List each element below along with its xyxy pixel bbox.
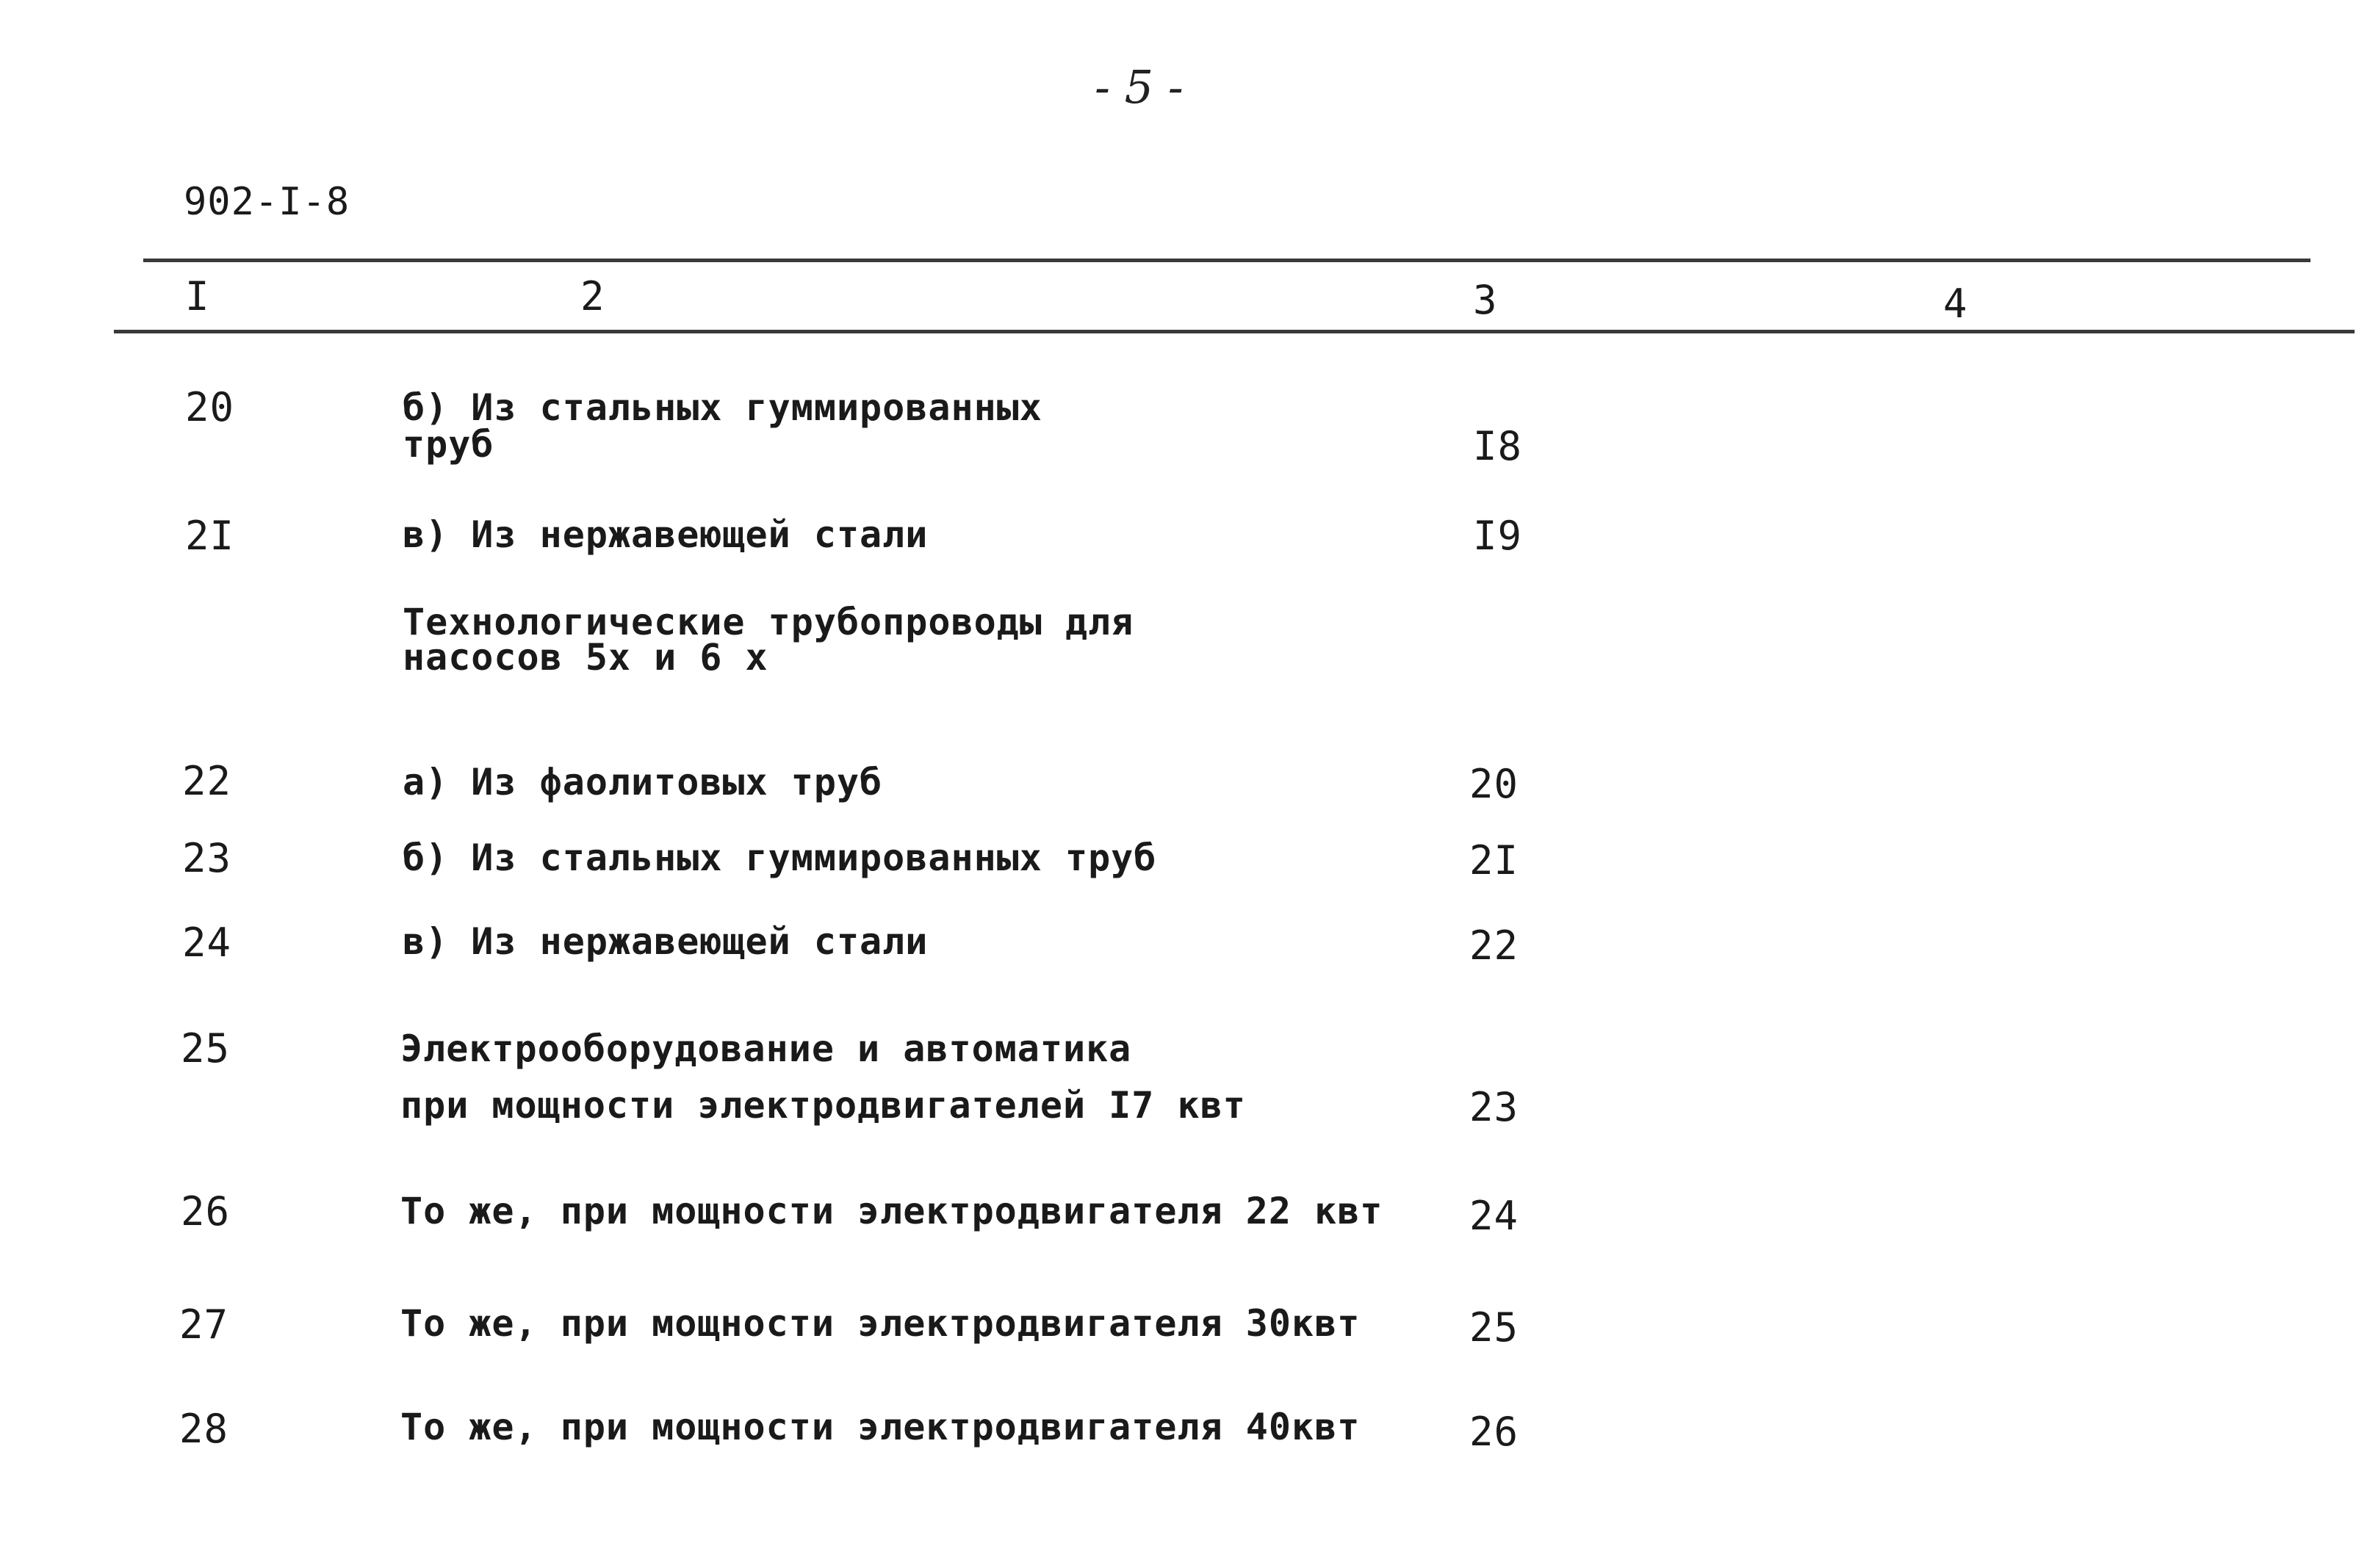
row-page: 23 bbox=[1469, 1084, 1519, 1130]
column-header-3: 3 bbox=[1473, 277, 1497, 323]
row-page: 22 bbox=[1469, 922, 1519, 969]
row-text: Электрооборудование и автоматика bbox=[400, 1027, 1132, 1070]
row-text: а) Из фаолитовых труб bbox=[403, 761, 883, 803]
row-text: в) Из нержавеющей стали bbox=[403, 513, 929, 556]
row-text: То же, при мощности электродвигателя 30квт bbox=[400, 1302, 1361, 1345]
row-number: 26 bbox=[181, 1188, 231, 1235]
row-number: 28 bbox=[179, 1406, 229, 1452]
row-text: б) Из стальных гуммированных bbox=[403, 386, 1042, 429]
page-number: - 5 - bbox=[1095, 60, 1184, 114]
row-text: в) Из нержавеющей стали bbox=[403, 920, 929, 963]
row-number: 24 bbox=[182, 920, 232, 966]
section-heading: Технологические трубопроводы для bbox=[403, 601, 1134, 643]
row-number: 25 bbox=[181, 1025, 231, 1072]
column-header-2: 2 bbox=[580, 273, 605, 319]
row-number: 23 bbox=[182, 835, 232, 881]
row-text: труб bbox=[403, 423, 494, 466]
row-text: при мощности электродвигателей I7 квт bbox=[400, 1084, 1246, 1127]
column-header-4: 4 bbox=[1943, 281, 1967, 327]
row-number: 27 bbox=[179, 1301, 229, 1348]
row-number: 2I bbox=[185, 513, 235, 559]
column-header-1: I bbox=[185, 273, 209, 319]
document-code: 902-I-8 bbox=[184, 180, 350, 224]
row-page: 20 bbox=[1469, 761, 1519, 807]
row-number: 22 bbox=[182, 758, 232, 804]
row-number: 20 bbox=[185, 384, 235, 430]
row-page: 25 bbox=[1469, 1304, 1519, 1351]
row-page: I9 bbox=[1473, 513, 1523, 559]
row-text: То же, при мощности электродвигателя 22 квт bbox=[400, 1190, 1383, 1232]
row-page: 2I bbox=[1469, 837, 1519, 884]
row-text: То же, при мощности электродвигателя 40квт bbox=[400, 1406, 1361, 1448]
header-bottom-rule bbox=[114, 330, 2355, 333]
header-top-rule bbox=[143, 259, 2310, 262]
section-heading: насосов 5х и 6 х bbox=[403, 636, 768, 679]
row-text: б) Из стальных гуммированных труб bbox=[403, 837, 1157, 879]
row-page: 26 bbox=[1469, 1409, 1519, 1455]
row-page: 24 bbox=[1469, 1193, 1519, 1239]
row-page: I8 bbox=[1473, 423, 1523, 469]
